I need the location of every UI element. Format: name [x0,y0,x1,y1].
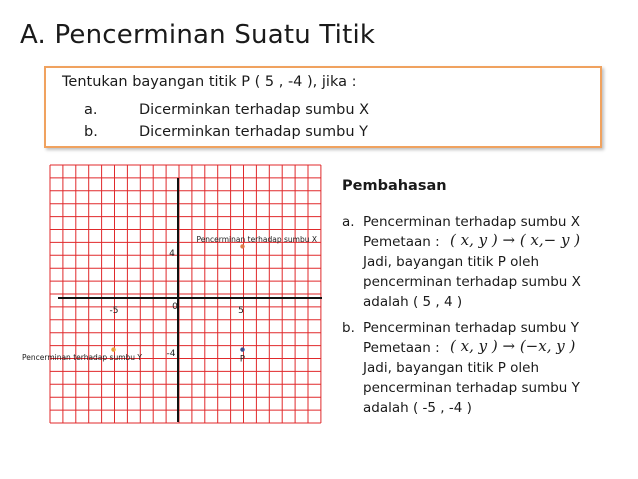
task-question: Tentukan bayangan titik P ( 5 , -4 ), jika : [62,74,357,90]
tick-label-y-pos: 4 [169,249,175,259]
page-title: A. Pencerminan Suatu Titik [20,20,376,50]
solution-heading: Pembahasan [342,178,447,194]
task-item-text: Dicerminkan terhadap sumbu X [139,102,370,118]
point-reflect-y [111,347,115,351]
mapping-formula: ( x, y ) → (−x, y ) [450,337,576,355]
solution-line: pencerminan terhadap sumbu X [363,274,581,290]
task-item-letter: a. [84,102,98,118]
solution-line: pencerminan terhadap sumbu Y [363,380,580,396]
point-label-p: P [239,354,246,365]
solution-letter: a. [342,214,355,230]
solution-line: adalah ( -5 , -4 ) [363,400,472,416]
point-label-reflect-y: Pencerminan terhadap sumbu Y [22,353,142,362]
solution-line: Jadi, bayangan titik P oleh [363,360,540,376]
point-reflect-x [240,244,244,248]
point-p [240,347,244,351]
grid-lines [50,165,321,423]
solution-line: Jadi, bayangan titik P oleh [363,254,540,270]
task-item-letter: b. [84,124,98,140]
solution-title: Pencerminan terhadap sumbu X [363,214,580,230]
task-item-text: Dicerminkan terhadap sumbu Y [139,124,368,140]
tick-label-x-pos: 5 [238,306,244,316]
solution-title: Pencerminan terhadap sumbu Y [363,320,579,336]
solution-letter: b. [342,320,355,336]
mapping-label: Pemetaan : [363,234,440,250]
tick-label-origin: 0 [172,302,178,312]
mapping-formula: ( x, y ) → ( x,− y ) [450,231,581,249]
tick-label-y-neg: -4 [166,349,176,359]
solution-line: adalah ( 5 , 4 ) [363,294,463,310]
tick-label-x-neg: -5 [109,306,119,316]
mapping-label: Pemetaan : [363,340,440,356]
point-label-reflect-x: Pencerminan terhadap sumbu X [196,235,317,244]
